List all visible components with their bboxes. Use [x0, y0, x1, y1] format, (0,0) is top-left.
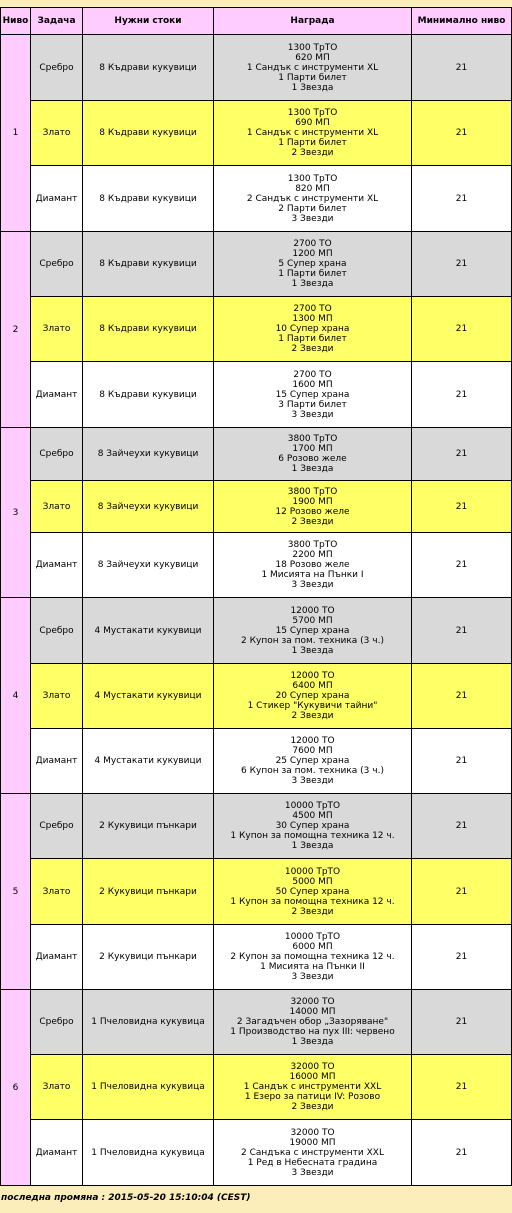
header-goods: Нужни стоки	[83, 8, 214, 35]
table-row	[1, 428, 512, 481]
min-level-cell: 21	[412, 481, 512, 533]
goods-cell: 1 Пчеловидна кукувица	[83, 990, 214, 1055]
reward-line: 3 Звезди	[291, 972, 334, 982]
reward-cell	[214, 35, 412, 101]
task-cell: Злато	[31, 859, 83, 925]
level-cell: 2	[1, 232, 31, 428]
reward-line: 1 Парти билет	[278, 269, 347, 279]
reward-line: 30 Супер храна	[275, 821, 350, 831]
table-row	[1, 481, 512, 533]
reward-cell	[214, 533, 412, 598]
reward-line: 1300 ТрТО	[287, 173, 338, 184]
goods-cell: 8 Зайчеухи кукувици	[83, 428, 214, 481]
reward-cell	[214, 729, 412, 794]
task-cell: Сребро	[31, 232, 83, 297]
goods-cell: 8 Зайчеухи кукувици	[83, 481, 214, 533]
level-cell: 4	[1, 598, 31, 794]
reward-line: 1300 МП	[292, 314, 333, 324]
table-row	[1, 35, 512, 101]
min-level-cell: 21	[412, 794, 512, 859]
reward-line: 1 Парти билет	[278, 334, 347, 344]
reward-line: 6400 МП	[292, 681, 333, 691]
reward-line: 2 Сандък с инструменти XL	[246, 193, 379, 204]
reward-line: 1 Купон за помощна техника 12 ч.	[230, 896, 395, 907]
goods-cell: 4 Мустакати кукувици	[83, 598, 214, 664]
goods-cell: 8 Зайчеухи кукувици	[83, 533, 214, 598]
last-modified: последна промяна : 2015-05-20 15:10:04 (CEST)	[1, 1193, 251, 1203]
reward-line: 32000 ТО	[290, 997, 335, 1007]
task-cell: Диамант	[31, 925, 83, 990]
level-cell: 6	[1, 990, 31, 1186]
min-level-cell: 21	[412, 297, 512, 362]
reward-line: 5700 МП	[292, 615, 333, 626]
header-reward: Награда	[214, 8, 412, 35]
reward-line: 2 Звезди	[291, 148, 334, 158]
header-task: Задача	[31, 8, 83, 35]
header-min-level: Минимално ниво	[412, 8, 512, 35]
reward-line: 1 Стикер "Кукувичи тайни"	[247, 701, 378, 711]
reward-line: 15 Супер храна	[275, 389, 350, 400]
goods-cell: 8 Къдрави кукувици	[83, 362, 214, 428]
task-cell: Диамант	[31, 533, 83, 598]
reward-line: 1 Парти билет	[278, 138, 347, 148]
min-level-cell: 21	[412, 362, 512, 428]
reward-line: 2 Звезди	[291, 344, 334, 354]
reward-line: 1 Сандък с инструменти XXL	[243, 1082, 382, 1092]
reward-line: 3 Парти билет	[278, 399, 347, 410]
reward-cell	[214, 481, 412, 533]
reward-line: 7600 МП	[292, 746, 333, 756]
reward-line: 2 Купон за пом. техника (3 ч.)	[241, 635, 384, 646]
reward-line: 3 Звезди	[291, 776, 334, 786]
reward-line: 690 МП	[295, 118, 330, 128]
reward-line: 16000 МП	[289, 1072, 336, 1082]
reward-cell	[214, 101, 412, 166]
reward-line: 3 Звезди	[291, 213, 334, 224]
reward-line: 3 Звезди	[291, 409, 334, 420]
min-level-cell: 21	[412, 428, 512, 481]
reward-line: 3800 ТрТО	[287, 434, 338, 444]
reward-line: 1600 МП	[292, 379, 333, 390]
reward-line: 25 Супер храна	[275, 756, 350, 766]
goods-cell: 4 Мустакати кукувици	[83, 729, 214, 794]
reward-line: 3 Звезди	[291, 1167, 334, 1178]
reward-line: 15 Супер храна	[275, 625, 350, 636]
goods-cell: 1 Пчеловидна кукувица	[83, 1055, 214, 1120]
task-cell: Сребро	[31, 428, 83, 481]
header-level: Ниво	[1, 8, 31, 35]
level-cell: 1	[1, 35, 31, 232]
reward-line: 10 Супер храна	[275, 324, 350, 334]
reward-line: 1 Звезда	[291, 841, 334, 851]
reward-line: 50 Супер храна	[275, 886, 350, 897]
reward-line: 3800 ТрТО	[287, 486, 338, 497]
reward-line: 1900 МП	[292, 496, 333, 507]
reward-line: 32000 ТО	[290, 1127, 335, 1138]
reward-line: 2700 ТО	[293, 239, 332, 249]
rewards-table	[0, 7, 512, 1186]
reward-line: 2 Звезди	[291, 516, 334, 527]
table-row	[1, 101, 512, 166]
table-row	[1, 1120, 512, 1186]
goods-cell: 8 Къдрави кукувици	[83, 101, 214, 166]
task-cell: Злато	[31, 297, 83, 362]
reward-line: 12000 ТО	[290, 671, 335, 681]
reward-line: 1 Езеро за патици IV: Розово	[244, 1092, 381, 1102]
table-row	[1, 859, 512, 925]
task-cell: Сребро	[31, 35, 83, 101]
reward-cell	[214, 794, 412, 859]
min-level-cell: 21	[412, 925, 512, 990]
min-level-cell: 21	[412, 101, 512, 166]
reward-line: 2 Загадъчен обор „Зазоряване"	[236, 1017, 389, 1027]
reward-cell	[214, 1055, 412, 1120]
task-cell: Диамант	[31, 362, 83, 428]
table-row	[1, 990, 512, 1055]
reward-cell	[214, 232, 412, 297]
table-row	[1, 166, 512, 232]
reward-cell	[214, 428, 412, 481]
task-cell: Сребро	[31, 598, 83, 664]
min-level-cell: 21	[412, 35, 512, 101]
min-level-cell: 21	[412, 232, 512, 297]
reward-line: 10000 ТрТО	[284, 932, 341, 942]
task-cell: Диамант	[31, 729, 83, 794]
goods-cell: 2 Кукувици пънкари	[83, 859, 214, 925]
goods-cell: 8 Къдрави кукувици	[83, 297, 214, 362]
reward-line: 1 Звезда	[291, 82, 334, 93]
reward-line: 3 Звезди	[291, 580, 334, 590]
reward-line: 20 Супер храна	[275, 691, 350, 701]
table-row	[1, 362, 512, 428]
level-cell: 3	[1, 428, 31, 598]
reward-cell	[214, 297, 412, 362]
reward-line: 1 Звезда	[291, 279, 334, 289]
reward-line: 1300 ТрТО	[287, 108, 338, 118]
reward-line: 1 Ред в Небесната градина	[247, 1157, 378, 1168]
task-cell: Злато	[31, 664, 83, 729]
reward-line: 32000 ТО	[290, 1062, 335, 1072]
reward-line: 620 МП	[295, 52, 330, 63]
reward-line: 2 Купон за помощна техника 12 ч.	[230, 952, 395, 962]
reward-cell	[214, 1120, 412, 1186]
reward-line: 19000 МП	[289, 1137, 336, 1148]
reward-line: 2200 МП	[292, 550, 333, 560]
reward-line: 2 Звезди	[291, 906, 334, 917]
task-cell: Злато	[31, 481, 83, 533]
reward-line: 1 Звезда	[291, 1037, 334, 1047]
table-row	[1, 1055, 512, 1120]
table-row	[1, 664, 512, 729]
reward-line: 12 Розово желе	[275, 506, 350, 517]
table-row	[1, 297, 512, 362]
min-level-cell: 21	[412, 598, 512, 664]
reward-line: 6 Купон за пом. техника (3 ч.)	[241, 766, 384, 776]
reward-line: 1 Сандък с инструменти XL	[246, 128, 379, 138]
goods-cell: 8 Къдрави кукувици	[83, 166, 214, 232]
reward-line: 1 Сандък с инструменти XL	[246, 62, 379, 73]
goods-cell: 2 Кукувици пънкари	[83, 794, 214, 859]
reward-line: 2 Звезди	[291, 1102, 334, 1112]
reward-line: 1 Купон за помощна техника 12 ч.	[230, 831, 395, 841]
reward-line: 1 Парти билет	[278, 72, 347, 83]
reward-line: 820 МП	[295, 183, 330, 194]
table-row	[1, 598, 512, 664]
table-row	[1, 729, 512, 794]
reward-line: 2 Сандъка с инструменти XXL	[241, 1147, 384, 1158]
table-row	[1, 794, 512, 859]
level-cell: 5	[1, 794, 31, 990]
reward-line: 1 Мисията на Пънки I	[261, 570, 364, 580]
reward-line: 2700 ТО	[293, 304, 332, 314]
reward-line: 5 Супер храна	[278, 259, 347, 269]
table-row	[1, 925, 512, 990]
reward-line: 3800 ТрТО	[287, 540, 338, 550]
task-cell: Диамант	[31, 1120, 83, 1186]
reward-line: 2 Парти билет	[278, 203, 347, 214]
goods-cell: 8 Къдрави кукувици	[83, 35, 214, 101]
reward-cell	[214, 598, 412, 664]
reward-line: 1 Мисията на Пънки II	[260, 962, 365, 972]
goods-cell: 4 Мустакати кукувици	[83, 664, 214, 729]
reward-line: 1 Производство на пух III: червено	[230, 1027, 395, 1037]
table-row	[1, 533, 512, 598]
reward-cell	[214, 990, 412, 1055]
reward-line: 2 Звезди	[291, 711, 334, 721]
task-cell: Сребро	[31, 990, 83, 1055]
reward-line: 1 Звезда	[291, 645, 334, 656]
reward-line: 4500 МП	[292, 811, 333, 821]
reward-cell	[214, 362, 412, 428]
min-level-cell: 21	[412, 1055, 512, 1120]
min-level-cell: 21	[412, 664, 512, 729]
reward-line: 1300 ТрТО	[287, 42, 338, 53]
min-level-cell: 21	[412, 1120, 512, 1186]
goods-cell: 2 Кукувици пънкари	[83, 925, 214, 990]
reward-line: 10000 ТрТО	[284, 801, 341, 811]
task-cell: Сребро	[31, 794, 83, 859]
task-cell: Злато	[31, 101, 83, 166]
reward-cell	[214, 925, 412, 990]
task-cell: Злато	[31, 1055, 83, 1120]
table-body	[1, 35, 512, 1186]
reward-line: 6 Розово желе	[278, 454, 347, 464]
reward-line: 6000 МП	[292, 942, 333, 952]
task-cell: Диамант	[31, 166, 83, 232]
reward-cell	[214, 166, 412, 232]
reward-line: 14000 МП	[289, 1007, 336, 1017]
min-level-cell: 21	[412, 990, 512, 1055]
reward-line: 10000 ТрТО	[284, 866, 341, 877]
reward-line: 12000 ТО	[290, 605, 335, 616]
goods-cell: 1 Пчеловидна кукувица	[83, 1120, 214, 1186]
goods-cell: 8 Къдрави кукувици	[83, 232, 214, 297]
min-level-cell: 21	[412, 729, 512, 794]
reward-line: 5000 МП	[292, 876, 333, 887]
reward-line: 1 Звезда	[291, 464, 334, 474]
min-level-cell: 21	[412, 859, 512, 925]
table-row	[1, 232, 512, 297]
reward-cell	[214, 664, 412, 729]
reward-cell	[214, 859, 412, 925]
min-level-cell: 21	[412, 533, 512, 598]
reward-line: 1200 МП	[292, 249, 333, 259]
min-level-cell: 21	[412, 166, 512, 232]
reward-line: 12000 ТО	[290, 736, 335, 746]
reward-line: 18 Розово желе	[275, 560, 350, 570]
reward-line: 2700 ТО	[293, 369, 332, 380]
table-header-row	[1, 8, 512, 35]
reward-line: 1700 МП	[292, 444, 333, 454]
